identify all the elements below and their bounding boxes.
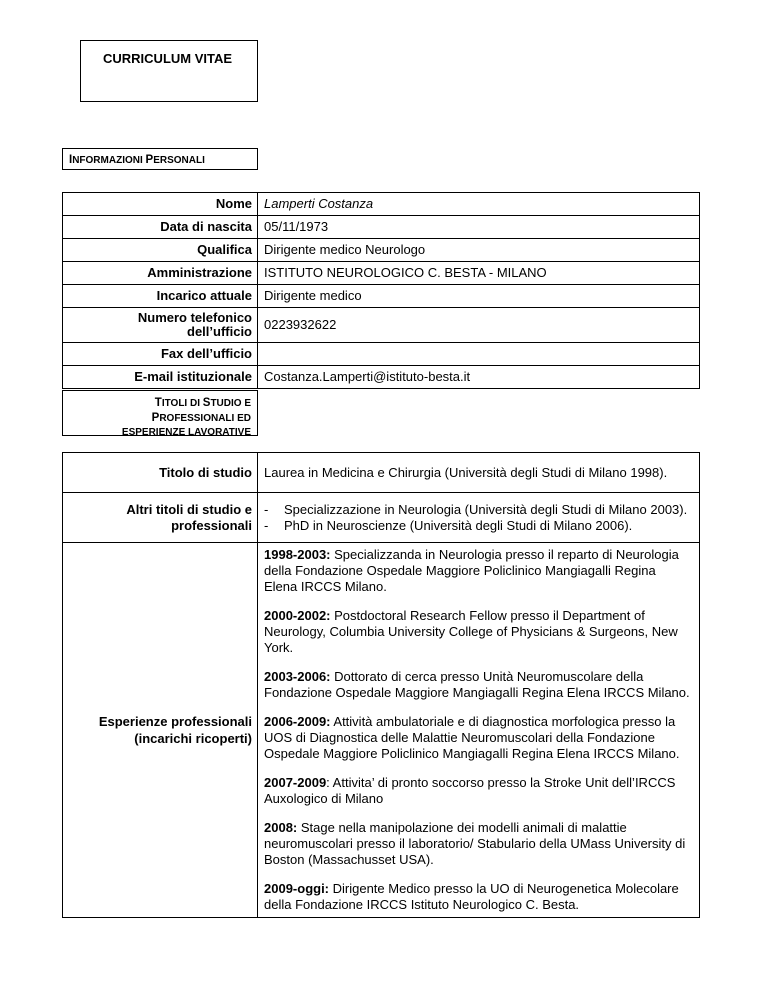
telefono-value: 0223932622 [258, 308, 700, 343]
titolo-value: Laurea in Medicina e Chirurgia (Università degli Studi di Milano 1998). [258, 453, 700, 493]
telefono-label: Numero telefonico dell’ufficio [63, 308, 258, 343]
esperienze-label: Esperienze professionali (incarichi ricoperti) [63, 543, 258, 918]
studies-table [62, 452, 700, 918]
list-item: 2003-2006: Dottorato di cerca presso Unità Neuromuscolare della Fondazione Ospedale Maggiore Mangiagalli Regina Elena IRCCS Milano. [264, 669, 690, 700]
table-row [63, 453, 700, 493]
list-item: 2000-2002: Postdoctoral Research Fellow presso il Department of Neurology, Columbia University College of Physicians & Surgeons, New York. [264, 608, 678, 655]
altri-titoli-list [258, 493, 700, 543]
list-item: 2007-2009: Attivita’ di pronto soccorso presso la Stroke Unit dell’IRCCS Auxologico di Milano [264, 775, 676, 806]
cv-title: CURRICULUM VITAE [80, 40, 258, 102]
table-row [63, 343, 700, 366]
table-row [63, 308, 700, 343]
section-heading-studies-experience: TITOLI DI STUDIO E PROFESSIONALI ED ESPERIENZE LAVORATIVE [62, 390, 258, 436]
titolo-label: Titolo di studio [63, 453, 258, 493]
table-row [63, 239, 700, 262]
qualifica-value: Dirigente medico Neurologo [258, 239, 700, 262]
table-row [63, 285, 700, 308]
incarico-label: Incarico attuale [63, 285, 258, 308]
table-row [63, 493, 700, 543]
list-item: - PhD in Neuroscienze (Università degli Studi di Milano 2006). [264, 517, 633, 533]
fax-label: Fax dell’ufficio [63, 343, 258, 366]
nome-value: Lamperti Costanza [258, 193, 700, 216]
list-item: 1998-2003: Specializzanda in Neurologia presso il reparto di Neurologia della Fondazione Ospedale Maggiore Policlinico Mangiagalli Regina Elena IRCCS Milano. [264, 547, 679, 594]
personal-info-table [62, 192, 700, 389]
incarico-value: Dirigente medico [258, 285, 700, 308]
table-row [63, 262, 700, 285]
list-item: 2009-oggi: Dirigente Medico presso la UO di Neurogenetica Molecolare della Fondazione IRCCS Istituto Neurologico C. Besta. [264, 881, 679, 912]
table-row [63, 193, 700, 216]
list-item: 2006-2009: Attività ambulatoriale e di diagnostica morfologica presso la UOS di Diagnostica delle Malattie Neuromuscolari della Fondazione Ospedale Maggiore Policlinico Mangiagalli Regina Elena IRCCS Milano. [264, 714, 680, 761]
table-row [63, 366, 700, 389]
section-heading-personal-info: INFORMAZIONI PERSONALI [62, 148, 258, 170]
email-value: Costanza.Lamperti@istituto-besta.it [258, 366, 700, 389]
table-row [63, 216, 700, 239]
table-row [63, 543, 700, 918]
qualifica-label: Qualifica [63, 239, 258, 262]
nome-label: Nome [63, 193, 258, 216]
amministrazione-value: ISTITUTO NEUROLOGICO C. BESTA - MILANO [258, 262, 700, 285]
nascita-value: 05/11/1973 [258, 216, 700, 239]
fax-value [258, 343, 700, 366]
email-label: E-mail istituzionale [63, 366, 258, 389]
list-item: 2008: Stage nella manipolazione dei modelli animali di malattie neuromuscolari presso il laboratorio/ Stabulario della UMass University di Boston (Massachusset USA). [264, 820, 686, 867]
esperienze-list [258, 543, 700, 918]
altri-titoli-label: Altri titoli di studio e professionali [63, 493, 258, 543]
nascita-label: Data di nascita [63, 216, 258, 239]
list-item: - Specializzazione in Neurologia (Università degli Studi di Milano 2003). [264, 501, 688, 517]
amministrazione-label: Amministrazione [63, 262, 258, 285]
